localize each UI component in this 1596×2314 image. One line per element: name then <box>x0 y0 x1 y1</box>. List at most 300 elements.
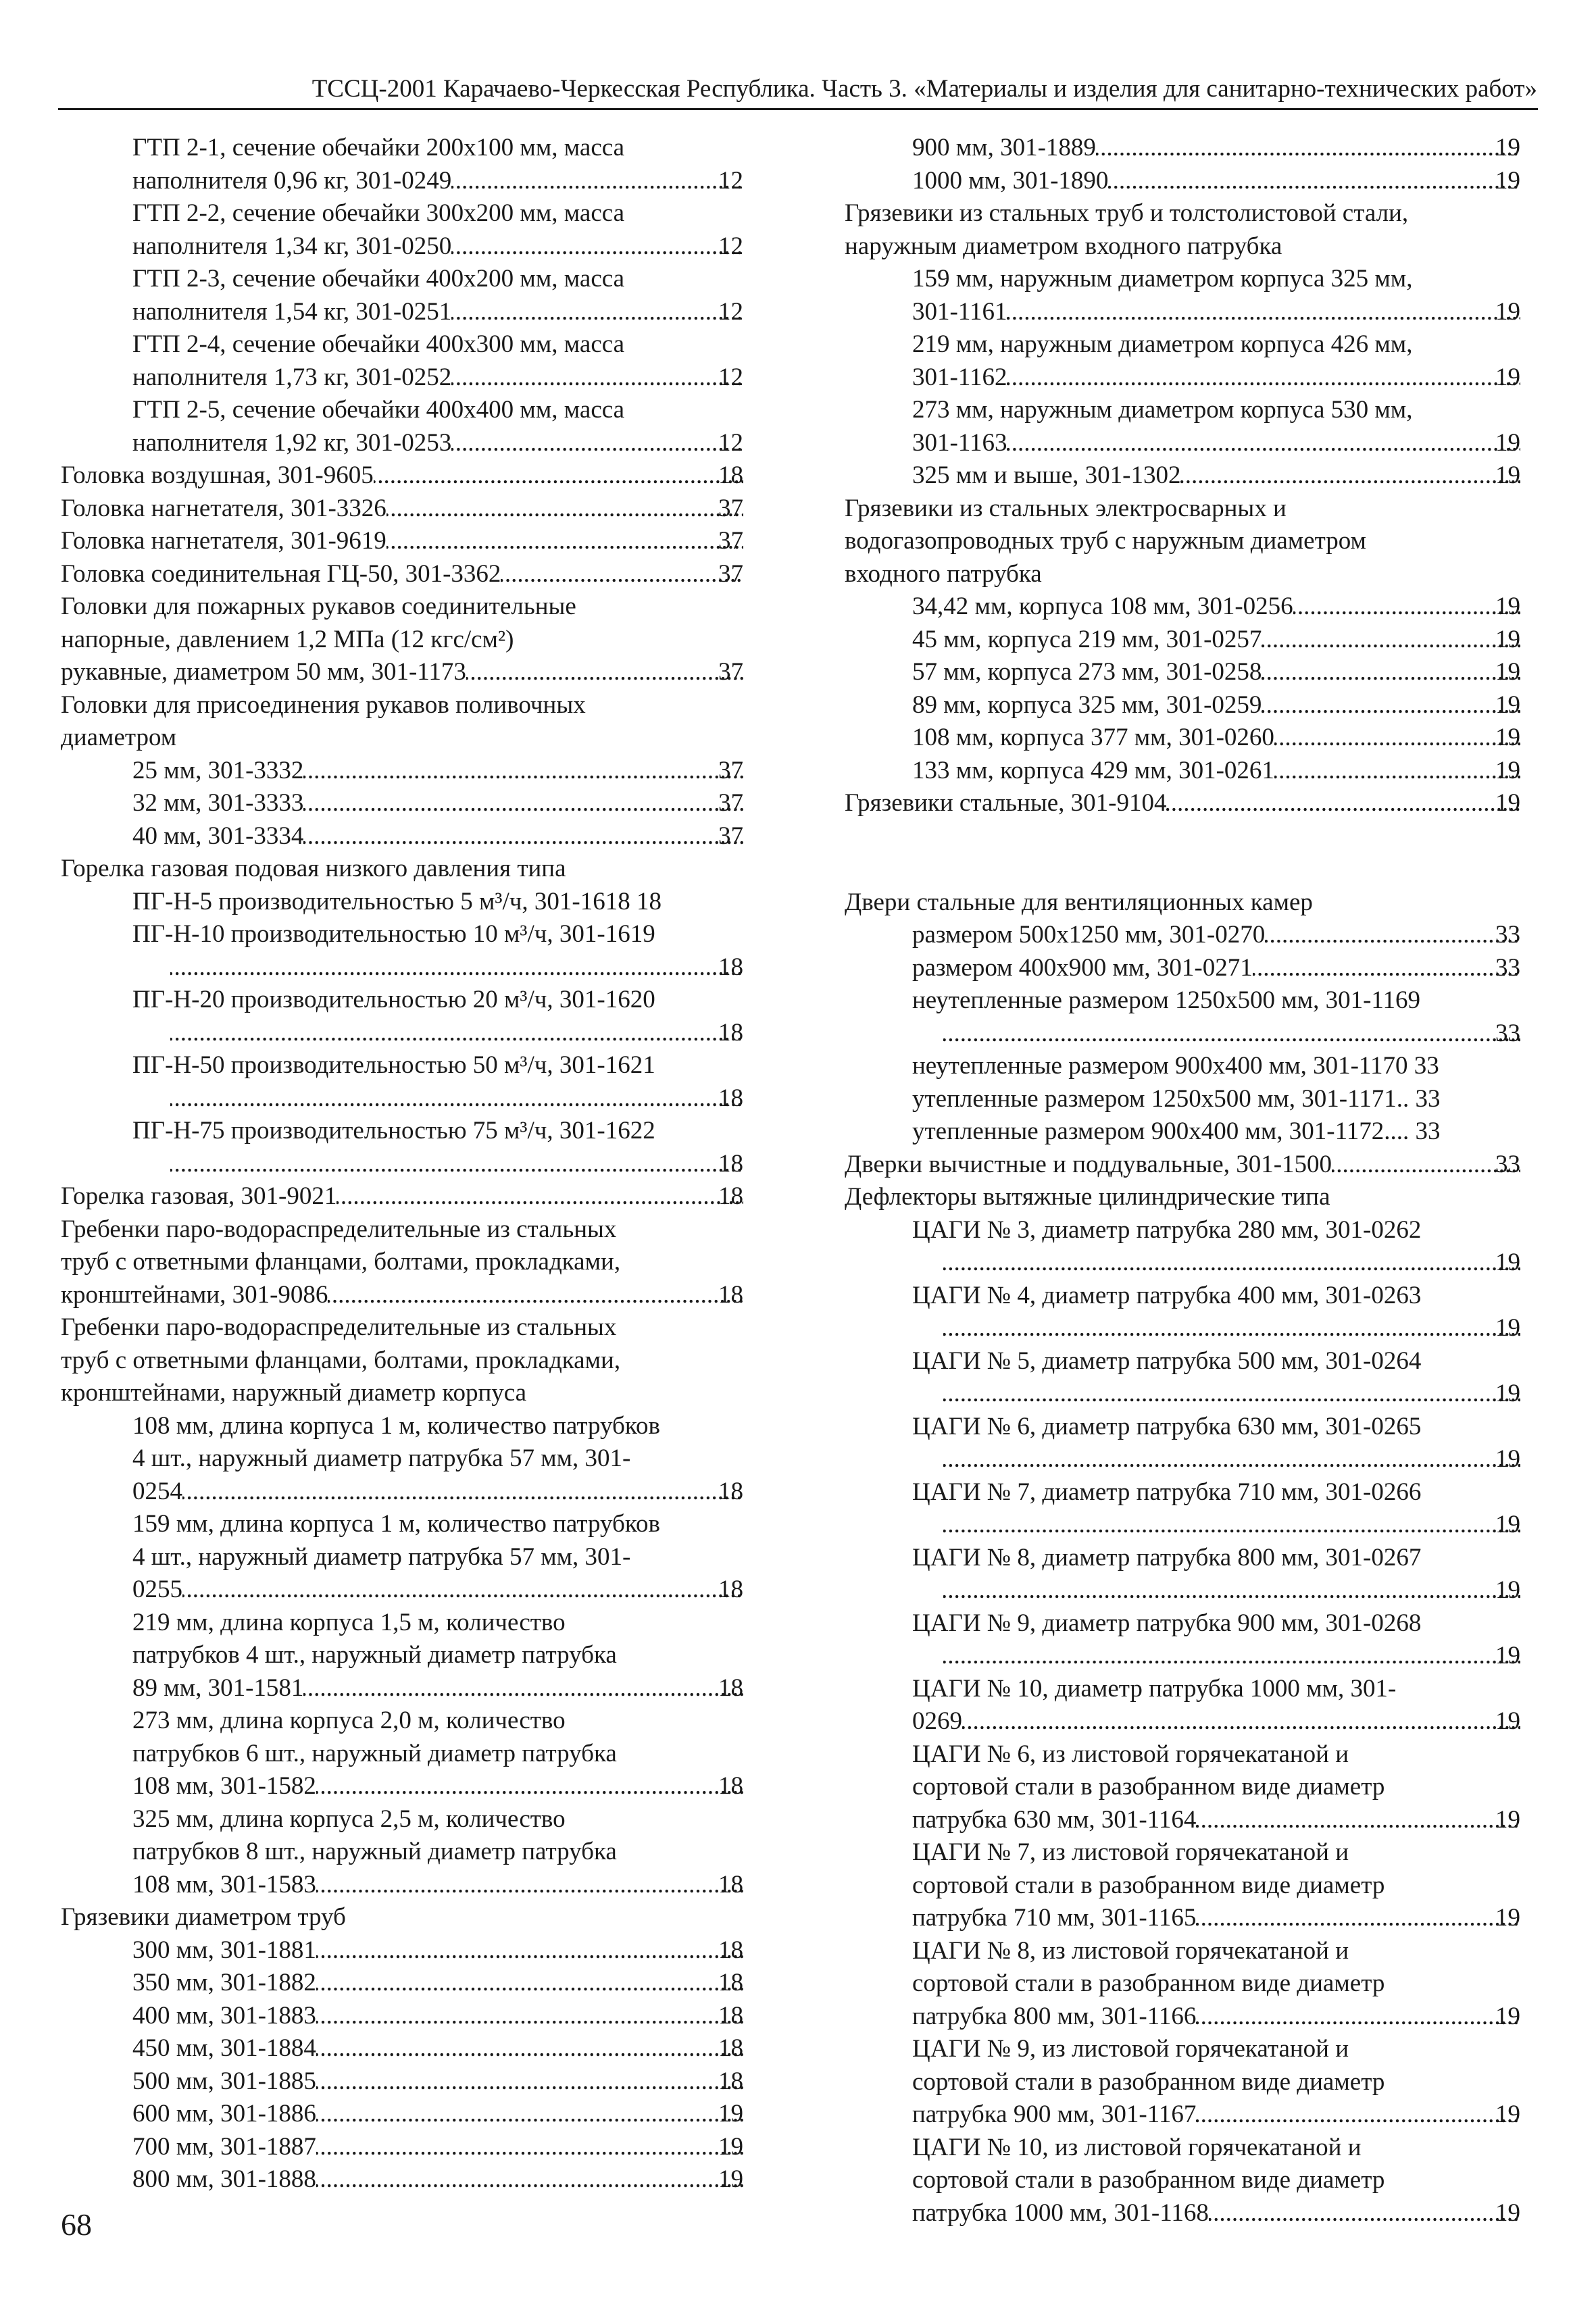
index-entry <box>845 1836 1520 1935</box>
entry-line: Грязевики из стальных труб и толстолистовой стали, <box>845 199 1409 227</box>
entry-last-line: наполнителя 1,73 кг, 301-0252 ..... 12 <box>170 361 743 395</box>
index-entry <box>845 722 1520 755</box>
dot-leader <box>943 1574 1520 1607</box>
entry-text: наполнителя 1,54 кг, 301-0251 <box>132 297 452 326</box>
index-entry <box>61 1901 743 1934</box>
entry-text: 900 мм, 301-1889 <box>912 134 1096 161</box>
entry-last-line: Головка нагнетателя, 301-3326 ..... 37 <box>99 493 743 526</box>
index-entry <box>61 1508 743 1607</box>
entry-last-line: 108 мм, корпуса 377 мм, 301-0260 ..... 19 <box>943 722 1520 755</box>
entry-line: Грязевики из стальных электросварных и <box>845 494 1287 522</box>
dot-leader <box>1265 919 1520 952</box>
entry-line: 159 мм, наружным диаметром корпуса 325 мм, <box>912 265 1413 293</box>
entry-text: патрубка 630 мм, 301-1164 <box>912 1805 1197 1834</box>
entry-last-line: 450 мм, 301-1884 ..... 18 <box>170 2032 743 2065</box>
dot-leader <box>316 2098 743 2131</box>
entry-line: Головки для пожарных рукавов соединительные <box>61 593 576 620</box>
dot-leader <box>1262 624 1520 657</box>
entry-last-line: 57 мм, корпуса 273 мм, 301-0258 ..... 19 <box>943 656 1520 689</box>
index-entry <box>61 525 743 558</box>
dot-leader <box>451 165 743 198</box>
entry-last-line: Головка соединительная ГЦ-50, 301-3362 ..... 37 <box>99 558 743 591</box>
entry-text: 34,42 мм, корпуса 108 мм, 301-0256 <box>912 593 1293 620</box>
entry-text: Головка нагнетателя, 301-9619 <box>61 527 386 555</box>
dot-leader <box>501 558 743 591</box>
entry-last-line: 1000 мм, 301-1890 ..... 19 <box>943 165 1520 198</box>
entry-last-line: рукавные, диаметром 50 мм, 301-1173 ..... 37 <box>99 656 743 689</box>
entry-last-line: 900 мм, 301-1889 ..... 19 <box>943 132 1520 165</box>
entry-last-line: 25 мм, 301-3332 ..... 37 <box>170 755 743 788</box>
entry-last-line: 89 мм, корпуса 325 мм, 301-0259 ..... 19 <box>943 689 1520 722</box>
entry-text: патрубка 1000 мм, 301-1168 <box>912 2198 1209 2227</box>
entry-last-line: патрубка 800 мм, 301-1166 ..... 19 <box>943 2001 1520 2034</box>
entry-last-line: 0269 ..... 19 <box>943 1705 1520 1738</box>
entry-text: Головка воздушная, 301-9605 <box>61 461 374 489</box>
entry-text: 25 мм, 301-3332 <box>132 756 304 784</box>
entry-last-line: ..... 18 <box>170 1148 743 1181</box>
index-entry <box>845 328 1520 394</box>
entry-text: 108 мм, корпуса 377 мм, 301-0260 <box>912 724 1274 751</box>
index-entry <box>845 886 1520 920</box>
entry-text: 301-1162 <box>912 363 1007 391</box>
entry-text: 1000 мм, 301-1890 <box>912 166 1109 195</box>
entry-text: 0269 <box>912 1707 962 1735</box>
dot-leader <box>316 2131 743 2164</box>
dot-leader <box>182 1574 743 1607</box>
entry-last-line: 301-1163 ..... 19 <box>943 427 1520 460</box>
header-rule <box>58 108 1538 110</box>
index-entry <box>845 624 1520 657</box>
index-entry <box>845 1607 1520 1673</box>
entry-line: 273 мм, длина корпуса 2,0 м, количество <box>132 1707 566 1734</box>
index-entry <box>61 328 743 394</box>
dot-leader <box>1108 165 1520 198</box>
dot-leader <box>1209 2197 1520 2230</box>
entry-line: ЦАГИ № 4, диаметр патрубка 400 мм, 301-0263 <box>912 1281 1422 1309</box>
entry-text: Горелка газовая, 301-9021 <box>61 1182 337 1210</box>
dot-leader <box>451 427 743 460</box>
entry-line: патрубков 4 шт., наружный диаметр патрубка <box>132 1641 617 1669</box>
dot-leader <box>1166 787 1520 820</box>
index-entry <box>845 1542 1520 1607</box>
index-entry <box>61 1049 743 1115</box>
dot-leader <box>316 1934 743 1967</box>
entry-last-line: 133 мм, корпуса 429 мм, 301-0261 ..... 19 <box>943 755 1520 788</box>
dot-leader <box>182 1476 743 1509</box>
index-entry <box>61 590 743 689</box>
entry-line: ПГ-Н-10 производительностью 10 м³/ч, 301-1619 <box>132 920 655 948</box>
index-entry <box>845 394 1520 459</box>
dot-leader <box>316 1770 743 1803</box>
entry-last-line: размером 400х900 мм, 301-0271 ..... 33 <box>943 952 1520 985</box>
entry-text: патрубка 800 мм, 301-1166 <box>912 2002 1197 2030</box>
index-entry <box>61 132 743 197</box>
dot-leader <box>303 755 743 788</box>
entry-last-line: патрубка 1000 мм, 301-1168 ..... 19 <box>943 2197 1520 2230</box>
section-gap <box>845 820 1520 886</box>
entry-line: ЦАГИ № 8, из листовой горячекатаной и <box>912 1936 1349 1965</box>
index-entry <box>61 2131 743 2164</box>
dot-leader <box>386 525 743 558</box>
dot-leader <box>1253 952 1520 985</box>
index-entry <box>845 919 1520 952</box>
index-entry <box>845 1280 1520 1345</box>
index-entry <box>845 1345 1520 1411</box>
entry-line: ПГ-Н-20 производительностью 20 м³/ч, 301-1620 <box>132 986 655 1013</box>
index-entry <box>61 1180 743 1213</box>
entry-text: рукавные, диаметром 50 мм, 301-1173 <box>61 658 466 686</box>
dot-leader <box>943 1017 1520 1051</box>
entry-text: патрубка 710 мм, 301-1165 <box>912 1904 1197 1932</box>
index-entry <box>61 2163 743 2196</box>
entry-text: 89 мм, 301-1581 <box>132 1674 304 1702</box>
index-entry <box>61 984 743 1049</box>
dot-leader <box>451 361 743 395</box>
index-entry <box>61 918 743 984</box>
entry-last-line: кронштейнами, 301-9086 ..... 18 <box>99 1279 743 1312</box>
entry-line: Гребенки паро-водораспределительные из стальных <box>61 1215 617 1243</box>
entry-text: кронштейнами, 301-9086 <box>61 1280 328 1309</box>
entry-line: Грязевики диаметром труб <box>61 1903 346 1931</box>
index-entry <box>845 787 1520 820</box>
entry-line: ЦАГИ № 5, диаметр патрубка 500 мм, 301-0264 <box>912 1347 1422 1375</box>
dot-leader <box>1293 590 1520 624</box>
index-entry <box>845 755 1520 788</box>
index-entry <box>61 2032 743 2065</box>
dot-leader <box>1196 1804 1520 1837</box>
entry-line: ЦАГИ № 9, диаметр патрубка 900 мм, 301-0268 <box>912 1609 1422 1637</box>
entry-last-line: 400 мм, 301-1883 ..... 18 <box>170 2000 743 2033</box>
entry-text: 301-1161 <box>912 297 1007 326</box>
entry-line: 4 шт., наружный диаметр патрубка 57 мм, 301- <box>132 1542 631 1571</box>
entry-line: 273 мм, наружным диаметром корпуса 530 мм, <box>912 396 1413 424</box>
entry-last-line: ..... 19 <box>943 1640 1520 1673</box>
index-entry <box>845 1050 1520 1083</box>
entry-last-line: Горелка газовая, 301-9021 ..... 18 <box>99 1180 743 1213</box>
entry-last-line: 300 мм, 301-1881 ..... 18 <box>170 1934 743 1967</box>
index-entry <box>845 1149 1520 1182</box>
entry-last-line: патрубка 900 мм, 301-1167 ..... 19 <box>943 2098 1520 2132</box>
index-entry <box>845 1411 1520 1476</box>
entry-text: 700 мм, 301-1887 <box>132 2132 316 2161</box>
entry-line: ПГ-Н-50 производительностью 50 м³/ч, 301-1621 <box>132 1051 655 1079</box>
dot-leader <box>943 1443 1520 1476</box>
entry-line: входного патрубка <box>845 559 1042 588</box>
dot-leader <box>316 2000 743 2033</box>
entry-text: 301-1163 <box>912 428 1007 457</box>
entry-last-line: ..... 19 <box>943 1247 1520 1280</box>
entry-text: 40 мм, 301-3334 <box>132 822 304 850</box>
entry-line: неутепленные размером 900х400 мм, 301-1170 33 <box>912 1052 1439 1080</box>
dot-leader <box>1196 1902 1520 1935</box>
entry-text: патрубка 900 мм, 301-1167 <box>912 2101 1197 2128</box>
entry-line: ГТП 2-5, сечение обечайки 400х400 мм, масса <box>132 396 625 424</box>
index-entry <box>845 263 1520 328</box>
entry-line: ПГ-Н-75 производительностью 75 м³/ч, 301-1622 <box>132 1117 655 1145</box>
running-header: ТССЦ-2001 Карачаево-Черкесская Республика. Часть 3. «Материалы и изделия для санитарно-технических работ» <box>311 75 1537 103</box>
entry-line: Головки для присоединения рукавов поливочных <box>61 690 586 719</box>
index-entry <box>61 1607 743 1705</box>
dot-leader <box>1274 755 1520 788</box>
entry-last-line: 40 мм, 301-3334 ..... 37 <box>170 820 743 853</box>
index-entry <box>61 1803 743 1902</box>
entry-last-line: ..... 18 <box>170 1017 743 1050</box>
index-entry <box>61 394 743 459</box>
index-entry <box>845 1115 1520 1149</box>
entry-last-line: ..... 19 <box>943 1509 1520 1542</box>
entry-last-line: 0255 ..... 18 <box>170 1574 743 1607</box>
dot-leader <box>1262 689 1520 722</box>
entry-line: ГТП 2-2, сечение обечайки 300х200 мм, масса <box>132 199 625 227</box>
index-entry <box>61 1934 743 1967</box>
entry-text: 0255 <box>132 1576 182 1603</box>
dot-leader <box>943 1640 1520 1673</box>
entry-text: размером 400х900 мм, 301-0271 <box>912 953 1253 982</box>
entry-line: ПГ-Н-5 производительностью 5 м³/ч, 301-1618 18 <box>132 887 662 915</box>
index-entry <box>61 755 743 788</box>
entry-last-line: ..... 19 <box>943 1378 1520 1411</box>
entry-line: патрубков 8 шт., наружный диаметр патрубка <box>132 1838 617 1865</box>
entry-line: 108 мм, длина корпуса 1 м, количество патрубков <box>132 1411 660 1440</box>
entry-line: утепленные размером 900х400 мм, 301-1172.... 33 <box>912 1117 1441 1145</box>
entry-last-line: Дверки вычистные и поддувальные, 301-1500 ..... 33 <box>876 1149 1520 1182</box>
entry-text: 300 мм, 301-1881 <box>132 1936 316 1964</box>
page-number: 68 <box>61 2207 92 2242</box>
entry-last-line: 301-1161 ..... 19 <box>943 296 1520 329</box>
index-entry <box>845 656 1520 689</box>
dot-leader <box>1196 2001 1520 2034</box>
entry-line: 219 мм, длина корпуса 1,5 м, количество <box>132 1608 566 1636</box>
entry-text: наполнителя 0,96 кг, 301-0249 <box>132 166 452 195</box>
index-entry <box>845 689 1520 722</box>
dot-leader <box>316 1967 743 2000</box>
index-entry <box>845 984 1520 1050</box>
index-entry <box>61 197 743 263</box>
index-entry <box>845 1673 1520 1738</box>
index-entry <box>845 590 1520 624</box>
entry-line: сортовой стали в разобранном виде диаметр <box>912 2067 1385 2096</box>
entry-text: наполнителя 1,73 кг, 301-0252 <box>132 363 452 391</box>
dot-leader <box>943 1312 1520 1345</box>
entry-line: сортовой стали в разобранном виде диаметр <box>912 1871 1385 1899</box>
dot-leader <box>316 2065 743 2098</box>
dot-leader <box>316 1869 743 1902</box>
dot-leader <box>1096 132 1520 165</box>
dot-leader <box>943 1509 1520 1542</box>
entry-last-line: Грязевики стальные, 301-9104 ..... 19 <box>876 787 1520 820</box>
entry-line: ЦАГИ № 7, диаметр патрубка 710 мм, 301-0266 <box>912 1478 1422 1506</box>
index-entry <box>845 1181 1520 1214</box>
entry-line: 325 мм, длина корпуса 2,5 м, количество <box>132 1805 566 1833</box>
entry-last-line: патрубка 710 мм, 301-1165 ..... 19 <box>943 1902 1520 1935</box>
entry-last-line: наполнителя 1,34 кг, 301-0250 ..... 12 <box>170 230 743 263</box>
entry-text: Грязевики стальные, 301-9104 <box>845 789 1167 817</box>
entry-line: ЦАГИ № 3, диаметр патрубка 280 мм, 301-0262 <box>912 1215 1422 1244</box>
entry-text: размером 500х1250 мм, 301-0270 <box>912 921 1266 949</box>
index-entry <box>61 263 743 328</box>
index-entry <box>61 689 743 755</box>
dot-leader <box>1007 296 1520 329</box>
entry-last-line: 600 мм, 301-1886 ..... 19 <box>170 2098 743 2131</box>
entry-line: Горелка газовая подовая низкого давления типа <box>61 855 566 882</box>
entry-line: сортовой стали в разобранном виде диаметр <box>912 1969 1385 1997</box>
index-entry <box>61 2098 743 2131</box>
dot-leader <box>1007 427 1520 460</box>
index-entry <box>845 493 1520 591</box>
dot-leader <box>943 1247 1520 1280</box>
index-entry <box>61 787 743 820</box>
index-entry <box>845 952 1520 985</box>
entry-last-line: ..... 33 <box>943 1017 1520 1051</box>
dot-leader <box>336 1180 743 1213</box>
index-entry <box>845 459 1520 493</box>
index-entry <box>61 493 743 526</box>
entry-line: ЦАГИ № 8, диаметр патрубка 800 мм, 301-0267 <box>912 1543 1422 1571</box>
dot-leader <box>316 2032 743 2065</box>
entry-line: патрубков 6 шт., наружный диаметр патрубка <box>132 1739 617 1767</box>
dot-leader <box>1196 2098 1520 2132</box>
entry-last-line: 500 мм, 301-1885 ..... 18 <box>170 2065 743 2098</box>
dot-leader <box>374 459 743 493</box>
entry-text: наполнителя 1,92 кг, 301-0253 <box>132 428 452 457</box>
entry-text: 400 мм, 301-1883 <box>132 2001 316 2030</box>
dot-leader <box>1274 722 1520 755</box>
index-entry <box>845 2033 1520 2132</box>
dot-leader <box>328 1279 743 1312</box>
index-entry <box>61 1311 743 1410</box>
dot-leader <box>303 787 743 820</box>
entry-last-line: 89 мм, 301-1581 ..... 18 <box>170 1672 743 1705</box>
entry-line: 4 шт., наружный диаметр патрубка 57 мм, 301- <box>132 1444 631 1472</box>
entry-line: сортовой стали в разобранном виде диаметр <box>912 2166 1385 2194</box>
entry-last-line: 700 мм, 301-1887 ..... 19 <box>170 2131 743 2164</box>
entry-line: неутепленные размером 1250х500 мм, 301-1169 <box>912 986 1421 1014</box>
entry-line: кронштейнами, наружный диаметр корпуса <box>61 1379 527 1407</box>
entry-text: 325 мм и выше, 301-1302 <box>912 461 1181 489</box>
entry-text: наполнителя 1,34 кг, 301-0250 <box>132 232 452 260</box>
entry-line: ЦАГИ № 7, из листовой горячекатаной и <box>912 1838 1349 1866</box>
entry-line: ГТП 2-1, сечение обечайки 200х100 мм, масса <box>132 134 625 161</box>
index-entry <box>845 1476 1520 1542</box>
entry-line: сортовой стали в разобранном виде диаметр <box>912 1773 1385 1801</box>
dot-leader <box>466 656 743 689</box>
index-entry <box>61 1115 743 1180</box>
entry-line: труб с ответными фланцами, болтами, прокладками, <box>61 1248 621 1276</box>
entry-last-line: Головка воздушная, 301-9605 ..... 18 <box>99 459 743 493</box>
entry-last-line: наполнителя 1,92 кг, 301-0253 ..... 12 <box>170 427 743 460</box>
entry-text: 450 мм, 301-1884 <box>132 2034 316 2062</box>
entry-last-line: ..... 19 <box>943 1443 1520 1476</box>
entry-text: 600 мм, 301-1886 <box>132 2100 316 2128</box>
entry-line: диаметром <box>61 724 177 751</box>
entry-last-line: ..... 18 <box>170 951 743 984</box>
entry-text: Головка соединительная ГЦ-50, 301-3362 <box>61 559 501 588</box>
entry-line: ЦАГИ № 9, из листовой горячекатаной и <box>912 2035 1349 2063</box>
entry-line: ГТП 2-4, сечение обечайки 400х300 мм, масса <box>132 330 625 358</box>
entry-text: 108 мм, 301-1582 <box>132 1772 316 1800</box>
entry-last-line: Головка нагнетателя, 301-9619 ..... 37 <box>99 525 743 558</box>
entry-line: ЦАГИ № 10, диаметр патрубка 1000 мм, 301- <box>912 1674 1397 1703</box>
index-entry <box>61 1410 743 1509</box>
entry-last-line: 108 мм, 301-1583 ..... 18 <box>170 1869 743 1902</box>
dot-leader <box>451 296 743 329</box>
entry-text: 89 мм, корпуса 325 мм, 301-0259 <box>912 690 1262 719</box>
entry-last-line: наполнителя 1,54 кг, 301-0251 ..... 12 <box>170 296 743 329</box>
dot-leader <box>1262 656 1520 689</box>
entry-last-line: 34,42 мм, корпуса 108 мм, 301-0256 ..... 19 <box>943 590 1520 624</box>
entry-last-line: наполнителя 0,96 кг, 301-0249 ..... 12 <box>170 165 743 198</box>
entry-text: 0254 <box>132 1477 182 1505</box>
entry-last-line: 45 мм, корпуса 219 мм, 301-0257 ..... 19 <box>943 624 1520 657</box>
index-column-left <box>61 132 743 2196</box>
entry-text: Головка нагнетателя, 301-3326 <box>61 494 386 522</box>
index-entry <box>845 165 1520 198</box>
dot-leader <box>303 820 743 853</box>
entry-line: труб с ответными фланцами, болтами, прокладками, <box>61 1346 621 1374</box>
index-column-right <box>845 132 1520 2230</box>
dot-leader <box>451 230 743 263</box>
entry-line: 219 мм, наружным диаметром корпуса 426 мм, <box>912 330 1413 358</box>
entry-line: напорные, давлением 1,2 МПа (12 кгс/см²) <box>61 625 514 653</box>
entry-last-line: 325 мм и выше, 301-1302 ..... 19 <box>943 459 1520 493</box>
index-entry <box>61 459 743 493</box>
entry-line: Гребенки паро-водораспределительные из стальных <box>61 1313 617 1341</box>
index-entry <box>61 853 743 886</box>
dot-leader <box>170 1017 743 1050</box>
entry-last-line: ..... 19 <box>943 1312 1520 1345</box>
entry-line: ЦАГИ № 10, из листовой горячекатаной и <box>912 2133 1362 2161</box>
entry-text: 350 мм, 301-1882 <box>132 1969 316 1996</box>
index-entry <box>845 1214 1520 1280</box>
index-entry <box>61 820 743 853</box>
index-entry <box>61 1213 743 1312</box>
entry-last-line: 108 мм, 301-1582 ..... 18 <box>170 1770 743 1803</box>
entry-last-line: 301-1162 ..... 19 <box>943 361 1520 395</box>
entry-last-line: ..... 18 <box>170 1082 743 1115</box>
index-entry <box>61 886 743 919</box>
entry-line: ЦАГИ № 6, из листовой горячекатаной и <box>912 1740 1349 1768</box>
entry-last-line: 800 мм, 301-1888 ..... 19 <box>170 2163 743 2196</box>
entry-last-line: 32 мм, 301-3333 ..... 37 <box>170 787 743 820</box>
entry-line: утепленные размером 1250х500 мм, 301-1171.. 33 <box>912 1084 1441 1113</box>
entry-line: Дефлекторы вытяжные цилиндрические типа <box>845 1183 1330 1211</box>
dot-leader <box>316 2163 743 2196</box>
index-entry <box>845 2132 1520 2230</box>
entry-text: 32 мм, 301-3333 <box>132 789 304 817</box>
dot-leader <box>962 1705 1520 1738</box>
entry-line: водогазопроводных труб с наружным диаметром <box>845 527 1366 555</box>
dot-leader <box>1007 361 1520 395</box>
entry-line: 159 мм, длина корпуса 1 м, количество патрубков <box>132 1510 660 1538</box>
entry-line: ЦАГИ № 6, диаметр патрубка 630 мм, 301-0265 <box>912 1412 1422 1440</box>
entry-last-line: 350 мм, 301-1882 ..... 18 <box>170 1967 743 2000</box>
index-entry <box>61 1967 743 2000</box>
entry-text: Дверки вычистные и поддувальные, 301-1500 <box>845 1150 1332 1178</box>
entry-text: 800 мм, 301-1888 <box>132 2165 316 2193</box>
entry-line: ГТП 2-3, сечение обечайки 400х200 мм, масса <box>132 265 625 293</box>
dot-leader <box>1332 1149 1520 1182</box>
dot-leader <box>170 951 743 984</box>
dot-leader <box>1180 459 1520 493</box>
entry-last-line: 0254 ..... 18 <box>170 1476 743 1509</box>
entry-last-line: размером 500х1250 мм, 301-0270 ..... 33 <box>943 919 1520 952</box>
entry-text: 133 мм, корпуса 429 мм, 301-0261 <box>912 756 1274 784</box>
dot-leader <box>170 1148 743 1181</box>
index-entry <box>845 197 1520 263</box>
entry-text: 500 мм, 301-1885 <box>132 2067 316 2095</box>
index-entry <box>845 132 1520 165</box>
entry-text: 45 мм, корпуса 219 мм, 301-0257 <box>912 625 1262 653</box>
